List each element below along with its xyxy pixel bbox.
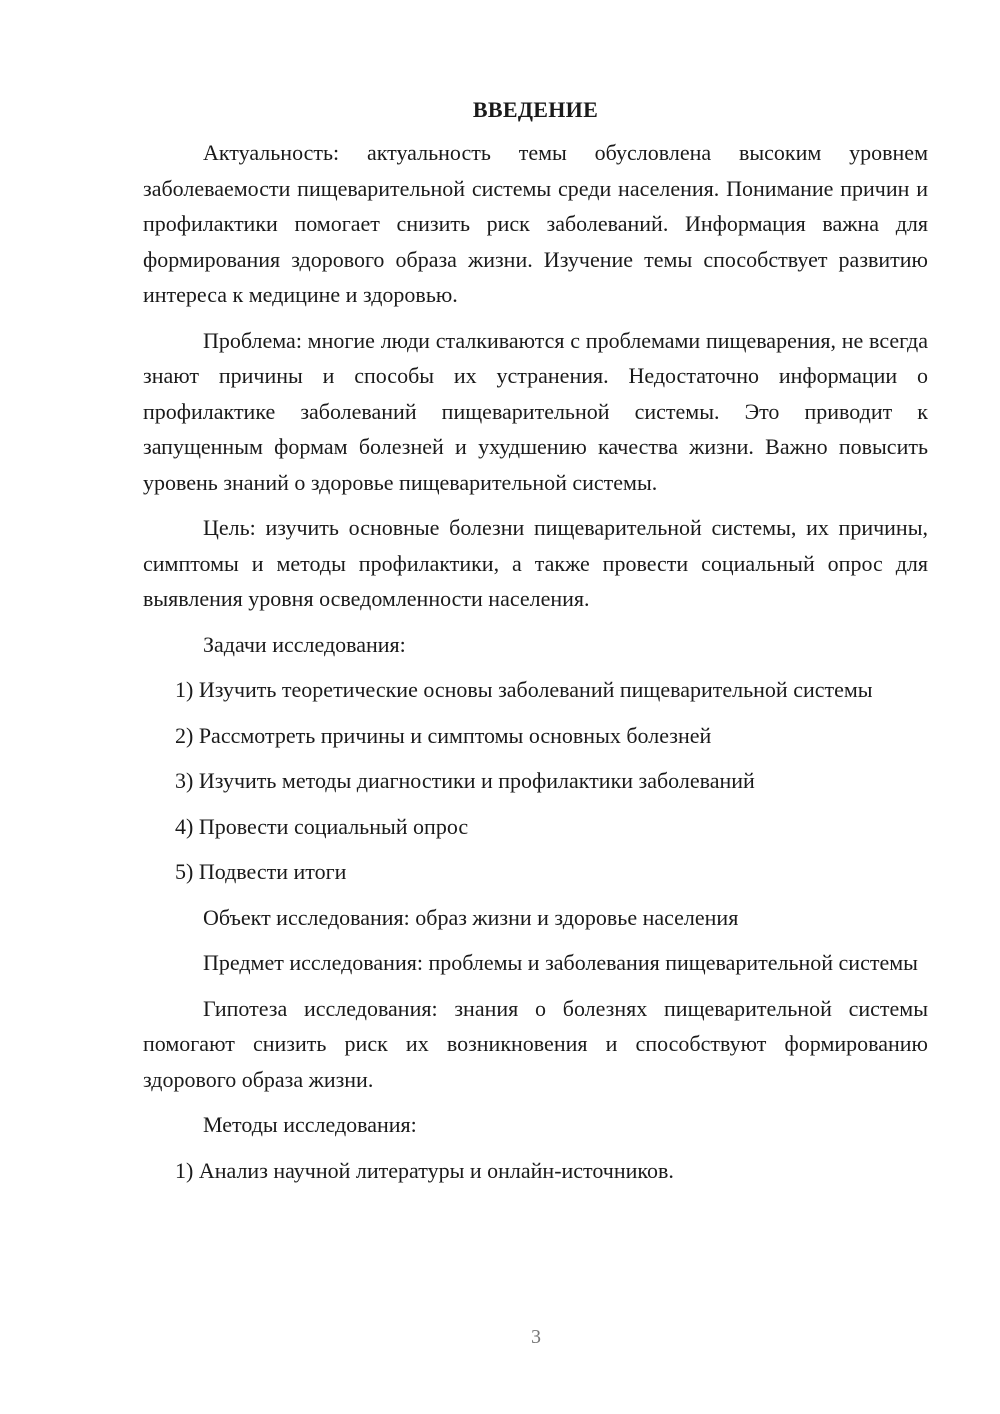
problem-paragraph: Проблема: многие люди сталкиваются с проблемами пищеварения, не всегда знают причины и способы их устранения. Недостаточно информации о профилактике заболеваний пищеварительной системы. Это приводит к запущенным формам болезней и ухудшению качества жизни. Важно повысить уровень знаний о здоровье пищеварительной системы. [143, 327, 928, 495]
actuality-paragraph: Актуальность: актуальность темы обусловлена высоким уровнем заболеваемости пищеварительной системы среди населения. Понимание причин и профилактики помогает снизить риск заболеваний. Информация важна для формирования здорового образа жизни. Изучение темы способствует развитию интереса к медицине и здоровью. [143, 140, 928, 307]
subject-paragraph: Предмет исследования: проблемы и заболевания пищеварительной системы [203, 950, 918, 975]
methods-heading: Методы исследования: [203, 1112, 417, 1137]
page-title: ВВЕДЕНИЕ [472, 97, 599, 122]
goal-paragraph: Цель: изучить основные болезни пищеварительной системы, их причины, симптомы и методы профилактики, а также провести социальный опрос для выявления уровня осведомленности населения. [143, 515, 928, 611]
task-item: 5) Подвести итоги [175, 859, 347, 884]
task-item: 4) Провести социальный опрос [175, 813, 469, 839]
task-item: 1) Изучить теоретические основы заболеваний пищеварительной системы [175, 677, 873, 702]
page-content [143, 92, 928, 1198]
tasks-heading: Задачи исследования: [203, 631, 406, 657]
object-paragraph: Объект исследования: образ жизни и здоровье населения [203, 904, 739, 930]
page-number: 3 [531, 1326, 541, 1348]
hypothesis-paragraph: Гипотеза исследования: знания о болезнях пищеварительной системы помогают снизить риск их возникновения и способствуют формированию здорового образа жизни. [143, 995, 928, 1092]
task-item: 2) Рассмотреть причины и симптомы основных болезней [175, 722, 712, 748]
method-item: 1) Анализ научной литературы и онлайн-источников. [175, 1157, 674, 1183]
task-item: 3) Изучить методы диагностики и профилактики заболеваний [175, 768, 755, 793]
